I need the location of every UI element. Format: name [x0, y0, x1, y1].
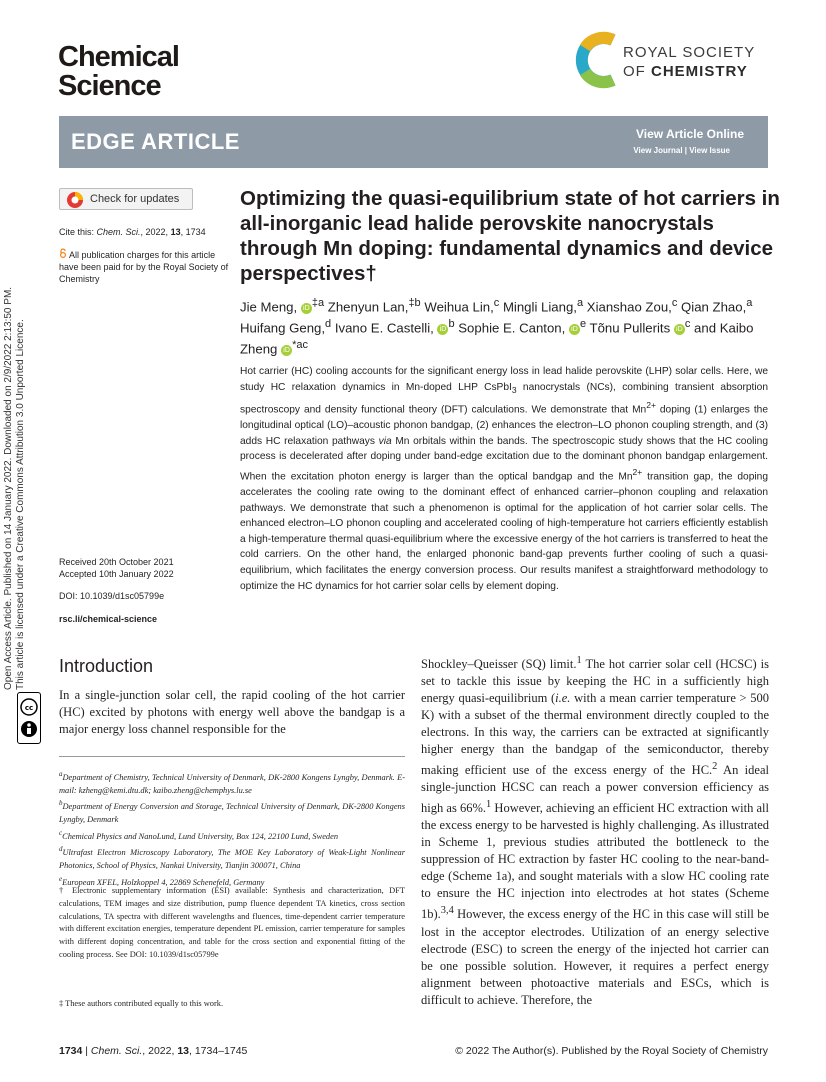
affiliation-item: $^c$Chemical Physics and NanoLund, Lund University, Box 124, 22100 Lund, Sweden	[59, 828, 339, 841]
footnote-divider	[59, 756, 405, 757]
article-title: Optimizing the quasi-equilibrium state of hot carriers in all-inorganic lead halide perovskite nanocrystals through Mn doping: fundamental dynamics and device perspectives†	[240, 187, 780, 285]
side-text-line2[interactable]: This article is licensed under a Creative Commons Attribution 3.0 Unported Licence.	[15, 319, 26, 690]
author: Mingli Liang,	[502, 299, 577, 315]
author-affiliation-mark: e	[579, 317, 587, 330]
side-text-line1: Open Access Article. Published on 14 January 2022. Downloaded on 2/9/2022 2:13:50 PM.	[3, 286, 14, 690]
author: Weihua Lin,	[424, 299, 494, 315]
copyright: © 2022 The Author(s). Published by the Royal Society of Chemistry	[455, 1045, 768, 1057]
view-issue-link[interactable]: View Issue	[689, 146, 730, 155]
affiliation-item: $^b$Department of Energy Conversion and Storage, Technical University of Denmark, DK-2800 Kongens Lyngby, Denmark	[59, 799, 405, 824]
author: Tõnu Pullerits	[589, 320, 671, 336]
view-article-online-link[interactable]: View Article Online	[635, 127, 744, 141]
affiliation-item: $^e$European XFEL, Holzkoppel 4, 22869 Schenefeld, Germany	[59, 874, 265, 887]
accepted-date: Accepted 10th January 2022	[59, 569, 174, 579]
author-affiliation-mark: b	[448, 317, 455, 330]
author: Xianshao Zou,	[586, 299, 672, 315]
article-type-banner	[59, 116, 768, 168]
author: and Kaibo Zheng	[240, 320, 754, 357]
view-links: View Journal | View Issue	[633, 146, 730, 155]
author-affiliation-mark: ‡a	[311, 297, 325, 309]
received-date: Received 20th October 2021	[59, 557, 174, 567]
author-affiliation-mark: a	[576, 297, 584, 309]
author: Sophie E. Canton,	[458, 320, 566, 336]
author-affiliation-mark: a	[746, 297, 753, 309]
affiliation-item: $^d$Ultrafast Electron Microscopy Laboratory, The MOE Key Laboratory of Weak-Light Nonlinear Photonics, School of Physics, Nankai University, Tianjin 300071, China	[59, 845, 405, 870]
author: Zhenyun Lan,	[327, 299, 409, 315]
journal-title-line1: Chemical	[58, 41, 179, 73]
rsc-logo[interactable]	[573, 30, 773, 90]
orcid-icon[interactable]	[674, 324, 685, 335]
orcid-icon[interactable]	[281, 345, 292, 356]
intro-paragraph-left: In a single-junction solar cell, the rapid cooling of the hot carrier (HC) excited by photons with energy well above the bandgap is a major energy loss channel responsible for the	[59, 688, 405, 736]
view-journal-link[interactable]: View Journal	[633, 146, 683, 155]
open-access-lock-icon	[59, 248, 67, 258]
intro-paragraph-right: Shockley–Queisser (SQ) limit.$^1$ The hot carrier solar cell (HCSC) is set to tackle this issue by keeping the HC in a sufficiently high energy quasi-equilibrium (i.e. with a mean carrier temperature > 500 K) with a subset of the thermal environment directly coupled to the electrons. In this way, the carriers can be extracted at significantly higher energy than the bandgap of the semiconductor, thereby making efficient use of the excess energy of the HC.$^2$ An ideal single-junction HCSC can reach a power conversion efficiency as high as 66%.$^1$ However, achieving an efficient HC extraction with all the excess energy to be harvested is highly challenging. As illustrated in Scheme 1, previous studies attributed the bottleneck to the suppression of HC extraction by faster HC cooling to the near-band-edge (Scheme 1a), and sought materials with a slow HC cooling rate to ensure the HC injection into electrodes at hot states (Scheme 1b).$^{3,4}$ However, the excess energy of the HC in this case will still be lost in the acceptor electrodes. Utilization of an energy selective electrode (ESC) to screen the energy of the injected hot carrier can be one possible solution. However, it requires a perfect energy alignment between photoactive materials and ESCs, which is difficult to achieve. Therefore, the	[421, 655, 769, 1007]
author: Huifang Geng,	[240, 320, 326, 336]
author-affiliation-mark: c	[493, 297, 500, 309]
author-affiliation-mark: d	[325, 317, 332, 330]
check-for-updates-label: Check for updates	[90, 193, 180, 205]
article-type-label: EDGE ARTICLE	[71, 129, 240, 154]
author-list	[240, 295, 775, 358]
author-affiliation-mark: ‡b	[408, 297, 421, 309]
crossmark-icon	[66, 191, 84, 209]
author: Jie Meng,	[240, 299, 298, 315]
orcid-icon[interactable]	[569, 324, 580, 335]
open-access-side-text	[3, 210, 27, 690]
esi-footnote: † Electronic supplementary information (ESI) available: Synthesis and characterization, DFT calculations, TEM images and size distribution, pump fluence dependent TA kinetics, cross section calculations, TA spectra with different wavelengths and fluences, time-dependent carrier temperature with different excitation energies, temperature dependent PL emission, carrier temperature for samples with different doping concentration, and table for the cross section and exponential fitting of the cooling process. See DOI: 10.1039/d1sc05799e	[59, 886, 405, 959]
rsc-name-line1: ROYAL SOCIETY	[623, 44, 756, 61]
equal-contribution-footnote: ‡ These authors contributed equally to this work.	[59, 999, 224, 1008]
publication-charges-note: All publication charges for this article have been paid for by the Royal Society of Chemistry	[59, 250, 229, 284]
citation: Cite this: Chem. Sci., 2022, 13, 1734	[59, 227, 206, 237]
svg-text:cc: cc	[24, 704, 34, 712]
author-affiliation-mark: c	[684, 317, 691, 330]
section-heading-introduction: Introduction	[59, 656, 154, 676]
author: Qian Zhao,	[681, 299, 747, 315]
check-for-updates-button[interactable]	[59, 188, 193, 210]
affiliations	[59, 768, 405, 889]
doi[interactable]: DOI: 10.1039/d1sc05799e	[59, 591, 165, 601]
rsc-name-line2: OF CHEMISTRY	[623, 63, 748, 80]
author-affiliation-mark: *ac	[292, 338, 308, 351]
abstract: Hot carrier (HC) cooling accounts for the significant energy loss in lead halide perovskite (LHP) solar cells. Here, we study HC relaxation dynamics in Mn-doped LHP CsPbI$_3$ nanocrystals (NCs), combining transient absorption spectroscopy and density functional theory (DFT) calculations. We demonstrate that $Mn^{2+}$ doping (1) enlarges the longitudinal optical (LO)–acoustic phonon bandgap, (2) enhances the electron–LO phonon coupling strength, and (3) adds HC relaxation pathways via Mn orbitals within the bands. The spectroscopic study shows that the HC cooling process is decelerated after doping under band-edge excitation due to the dominant phonon bandgap enlargement. When the excitation photon energy is larger than the optical bandgap and the $Mn^{2+}$ transition gap, the doping accelerates the cooling rate owing to the dominant effect of enhanced carrier–phonon coupling and relaxation pathways. We demonstrate that such a phenomenon is optimal for the application of hot carrier solar cells. The enhanced electron–LO phonon coupling and accelerated cooling of high-temperature hot carriers efficiently establish a high-temperature thermal quasi-equilibrium where the excessive energy of the hot carriers is transferred to heat the cold carriers. On the other hand, the enlarged phononic band-gap prevents further cooling of such a quasi-equilibrium, which facilitates the energy conversion process. Our results manifest a straightforward methodology to optimize the HC dynamics for hot carrier solar cells by element doping.	[240, 366, 768, 592]
orcid-icon[interactable]	[301, 303, 312, 314]
author: Ivano E. Castelli,	[334, 320, 434, 336]
rsc-emblem-icon	[573, 30, 621, 90]
journal-title	[58, 43, 179, 101]
journal-site-link[interactable]: rsc.li/chemical-science	[59, 614, 158, 624]
cc-by-license-icon[interactable]	[17, 692, 41, 744]
orcid-icon[interactable]	[437, 324, 448, 335]
author-affiliation-mark: c	[671, 297, 678, 309]
affiliation-item: $^a$Department of Chemistry, Technical University of Denmark, DK-2800 Kongens Lyngby, Denmark. E-mail: kzheng@kemi.dtu.dk; kaibo.zheng@chemphys.lu.se	[59, 770, 405, 795]
page-footer-citation: 1734 | Chem. Sci., 2022, 13, 1734–1745	[59, 1045, 248, 1057]
journal-title-line2: Science	[58, 70, 161, 102]
